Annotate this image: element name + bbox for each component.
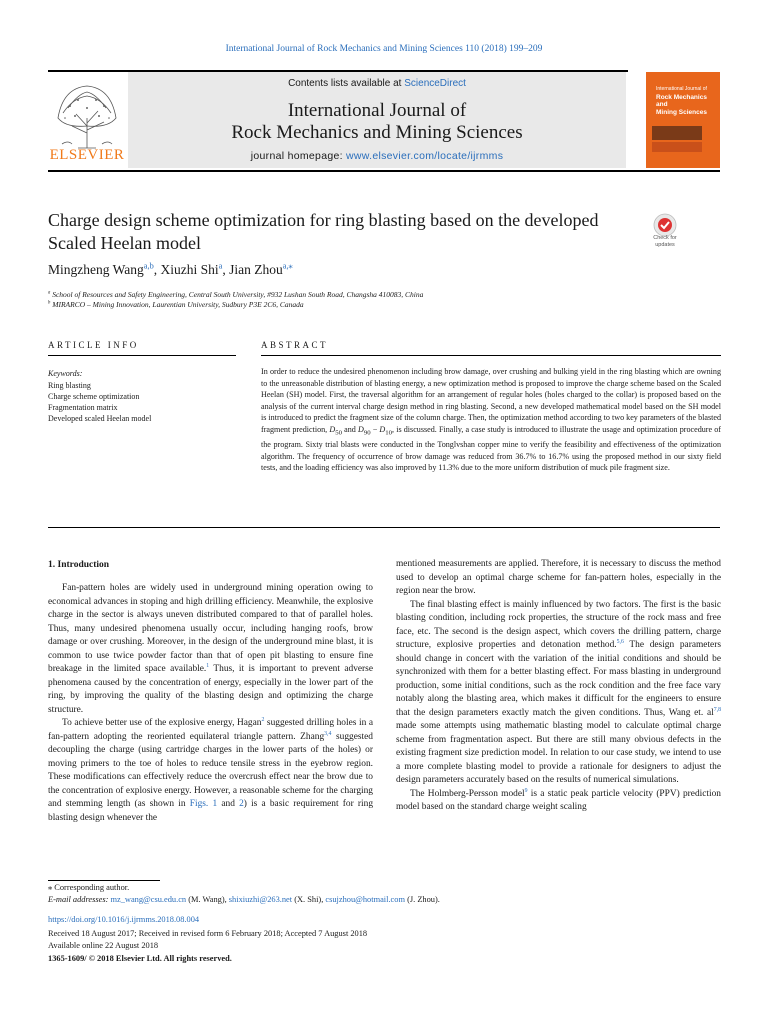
abstract-rule [261, 355, 721, 356]
corresponding-author-note: ⁎ Corresponding author. [48, 883, 130, 892]
author-affiliation-mark[interactable]: a [218, 261, 223, 271]
abstract-sub: 50 [335, 429, 342, 437]
paragraph-text: The design parameters should change in concert with the variation of the initial conditions and should be synchronized with them for a better blasting effect. For mass blasting in underground production, some initial conditions, such as the rock condition and the free face vary notably along the blasting area, which makes it difficult for the engineers to ensure that the design parameters exactly match the given conditions. Thus, Wang et. al [396, 640, 721, 718]
email-owner: (X. Shi), [292, 895, 326, 904]
sciencedirect-link[interactable]: ScienceDirect [404, 78, 466, 89]
intro-left-column [48, 582, 373, 825]
intro-paragraph [48, 582, 373, 717]
keywords-label: Keywords: [48, 369, 83, 378]
abstract-text [261, 366, 721, 474]
abstract-var: D [379, 424, 386, 434]
affiliation-mark: b [48, 300, 51, 306]
check-for-updates-label [645, 235, 685, 248]
received-dates: Received 18 August 2017; Received in revised form 6 February 2018; Accepted 7 August 2018 [48, 929, 368, 938]
citation-link[interactable]: 3,4 [324, 730, 332, 737]
citation-link[interactable]: 1 [206, 662, 210, 669]
paragraph-text: Thus, it is important to prevent adverse phenomena caused by the concentration of energy, especially in the lower part of the ring, by improving the quality of the blasting design and optimizing the charge structure. [48, 664, 373, 715]
affiliation-text: MIRARCO – Mining Innovation, Laurentian University, Sudbury P3E 2C6, Canada [50, 300, 304, 309]
footnote-rule [48, 880, 160, 881]
available-online-date: Available online 22 August 2018 [48, 941, 159, 950]
introduction-heading: 1. Introduction [48, 560, 110, 570]
paragraph-text: The final blasting effect is mainly influenced by two factors. The first is the basic blasting condition, including rock properties, the structure of the rock mass and free face, etc. The second is the design aspect, which covers the drilling pattern, charge structure, explosive properties and detonation method. [396, 599, 721, 650]
article-info-heading: ARTICLE INFO [48, 340, 139, 350]
keyword-item: Developed scaled Heelan model [48, 414, 152, 423]
badge-text-line: updates [655, 241, 675, 248]
article-info-rule [48, 355, 236, 356]
cover-title-line: International Journal of [656, 86, 707, 92]
abstract-part: and [341, 424, 358, 434]
cover-title-line: and [656, 101, 668, 108]
paragraph-text: made some attempts using mathematic blasting model to calculate optimal charge scheme from fragmentation aspect. But there are still many obvious defects in the existing fragment size prediction model. In relation to our case study, we intend to use a more complete blasting model to provide a rationale for designers to adjust the design parameters accurately based on the results of numerical simulations. [396, 721, 721, 785]
abstract-part: − [370, 424, 380, 434]
journal-reference-link[interactable]: International Journal of Rock Mechanics and Mining Sciences 110 (2018) 199–209 [225, 44, 543, 54]
badge-text-line: Check for [653, 235, 677, 241]
homepage-link[interactable]: www.elsevier.com/locate/ijrmms [346, 150, 504, 162]
abstract-var: D [329, 424, 336, 434]
homepage-prefix: journal homepage: [250, 150, 347, 162]
abstract-var: D [357, 424, 364, 434]
cover-title-line: Mining Sciences [656, 108, 707, 116]
paper-title-line1: Charge design scheme optimization for ring blasting based on the developed [48, 210, 599, 230]
journal-title-line2: Rock Mechanics and Mining Sciences [231, 122, 523, 143]
author-affiliation-mark[interactable]: a,b [143, 261, 154, 271]
figure-link[interactable]: 2 [239, 799, 244, 809]
cover-title [656, 86, 707, 116]
email-link[interactable]: mz_wang@csu.edu.cn [110, 895, 187, 904]
citation-link[interactable]: 9 [524, 787, 528, 794]
cover-title-line: Rock Mechanics [656, 93, 707, 101]
contents-prefix: Contents lists available at [288, 78, 405, 89]
intro-paragraph [396, 599, 721, 788]
affiliation-mark: a [48, 290, 51, 296]
affiliation-a [48, 290, 423, 300]
cover-image-strip [652, 142, 702, 152]
paragraph-text: The Holmberg-Persson model [410, 788, 525, 799]
doi-link[interactable]: https://doi.org/10.1016/j.ijrmms.2018.08.004 [48, 915, 200, 924]
email-link[interactable]: shixiuzhi@263.net [228, 895, 293, 904]
paragraph-text: ) is a basic requirement for ring blasting design whenever the [48, 799, 374, 823]
intro-right-column [396, 558, 721, 815]
author-name: Mingzheng Wang [48, 262, 144, 277]
journal-title-line1: International Journal of [287, 100, 467, 121]
paragraph-text: mentioned measurements are applied. Therefore, it is necessary to discuss the method used to develop an optimal charge scheme for fan-pattern holes, especially in the region near the brow. [396, 559, 721, 596]
email-addresses [48, 894, 440, 906]
figure-link[interactable]: Figs. 1 [189, 799, 218, 809]
elsevier-wordmark[interactable]: ELSEVIER [49, 147, 125, 163]
affiliation-b [48, 300, 304, 310]
masthead-bottom-rule [48, 170, 720, 172]
journal-cover-thumbnail[interactable] [646, 72, 720, 168]
author-separator: , [153, 262, 161, 277]
citation-link[interactable]: 5,6 [616, 638, 624, 645]
email-owner: (J. Zhou). [404, 895, 440, 904]
paragraph-text: is a static peak particle velocity (PPV) prediction model based on the standard charge weight scaling [396, 788, 721, 812]
abstract-heading: ABSTRACT [261, 340, 329, 350]
cover-image [652, 126, 702, 140]
paper-title-line2: Scaled Heelan model [48, 233, 201, 253]
paragraph-text: To achieve better use of the explosive energy, Hagan [62, 718, 262, 728]
citation-link[interactable]: 2 [261, 716, 265, 723]
intro-paragraph [48, 717, 373, 825]
author-affiliation-mark[interactable]: a,⁎ [282, 261, 293, 271]
abstract-part: In order to reduce the undesired phenomenon including brow damage, over crushing and bulking yield in the ring blasting which are owning to the unreasonable distribution of blasting energy, a new optimization method is proposed to improve the charge scheme based on the Scaled Heelan (SH) model. First, the traversal algorithm for an arrangement of regular holes (holes charged to the collar) is proposed based on the analysis of the current interval charge design method in ring blasting. Second, a new developed mathematical model based on the SH model is introduced to predict the fragment size of the column charge. Then, the optimization method according to two key parameters of the blasted fragment prediction, [261, 367, 721, 434]
email-label: E-mail addresses: [48, 895, 111, 904]
author-list [48, 262, 293, 278]
paragraph-text: suggested decoupling the charge (using cartridge charges in the lower parts of the holes) or moving primers to the toe of holes to reduce tensile stress in the eyebrow region. These modifications can effectively reduce the overcrush effect near the brow due to the concentration of explosive energy. However, a reasonable scheme for the charging and stemming length (as shown in [48, 731, 373, 809]
paragraph-text: suggested drilling holes in a fan-pattern adopting the reoriented equilateral triangle pattern. Zhang [48, 718, 373, 742]
abstract-sub: 90 [363, 429, 371, 437]
journal-title [128, 100, 626, 144]
abstract-sub: 10 [385, 429, 393, 437]
journal-homepage [128, 150, 626, 162]
abstract-part: , is discussed. Finally, a case study is introduced to illustrate the usage and optimization procedure of the program. Sixty trial blasts were conducted in the Tonglvshan copper mine to verify the feasibility and effectiveness of the optimization algorithm. The frequency of occurrence of brow damage was reduced from 36.7% to 16.7% using the proposed method in our sixty field tests, and the loading efficiency was also improved by 11.3% due to the more uniform distribution of muck pile fragment size. [261, 424, 721, 473]
intro-paragraph [396, 788, 721, 815]
paragraph-text: Fan-pattern holes are widely used in underground mining operation owing to economical advances in stoping and high drilling efficiency. Meanwhile, the explosive charge in the sector is always uneven distributed compared to that of parallel holes. Thus, many undesired phenomena usually occur, including hanging roofs, brow damage or over crushing. Moreover, in the design of the underground mine blast, it is common to use twice powder factor than that of open pit blasting to ensure fine breakage in the limited space available. [48, 583, 373, 674]
author-name: Jian Zhou [229, 262, 283, 277]
paper-title [48, 209, 638, 255]
email-owner: (M. Wang), [186, 895, 229, 904]
author-name: Xiuzhi Shi [160, 262, 219, 277]
email-link[interactable]: csujzhou@hotmail.com [325, 895, 405, 904]
copyright-line: 1365-1609/ © 2018 Elsevier Ltd. All rights reserved. [48, 954, 232, 963]
keyword-item: Fragmentation matrix [48, 403, 118, 412]
keyword-item: Ring blasting [48, 381, 91, 390]
intro-paragraph [396, 558, 721, 599]
author-separator: , [222, 262, 230, 277]
contents-line [128, 78, 626, 89]
keyword-item: Charge scheme optimization [48, 392, 140, 401]
paragraph-text: and [217, 799, 240, 809]
affiliation-text: School of Resources and Safety Engineering, Central South University, #932 Lushan South Road, Changsha 410083, China [50, 290, 424, 299]
citation-link[interactable]: 7,8 [713, 706, 721, 713]
abstract-bottom-rule [48, 527, 720, 528]
